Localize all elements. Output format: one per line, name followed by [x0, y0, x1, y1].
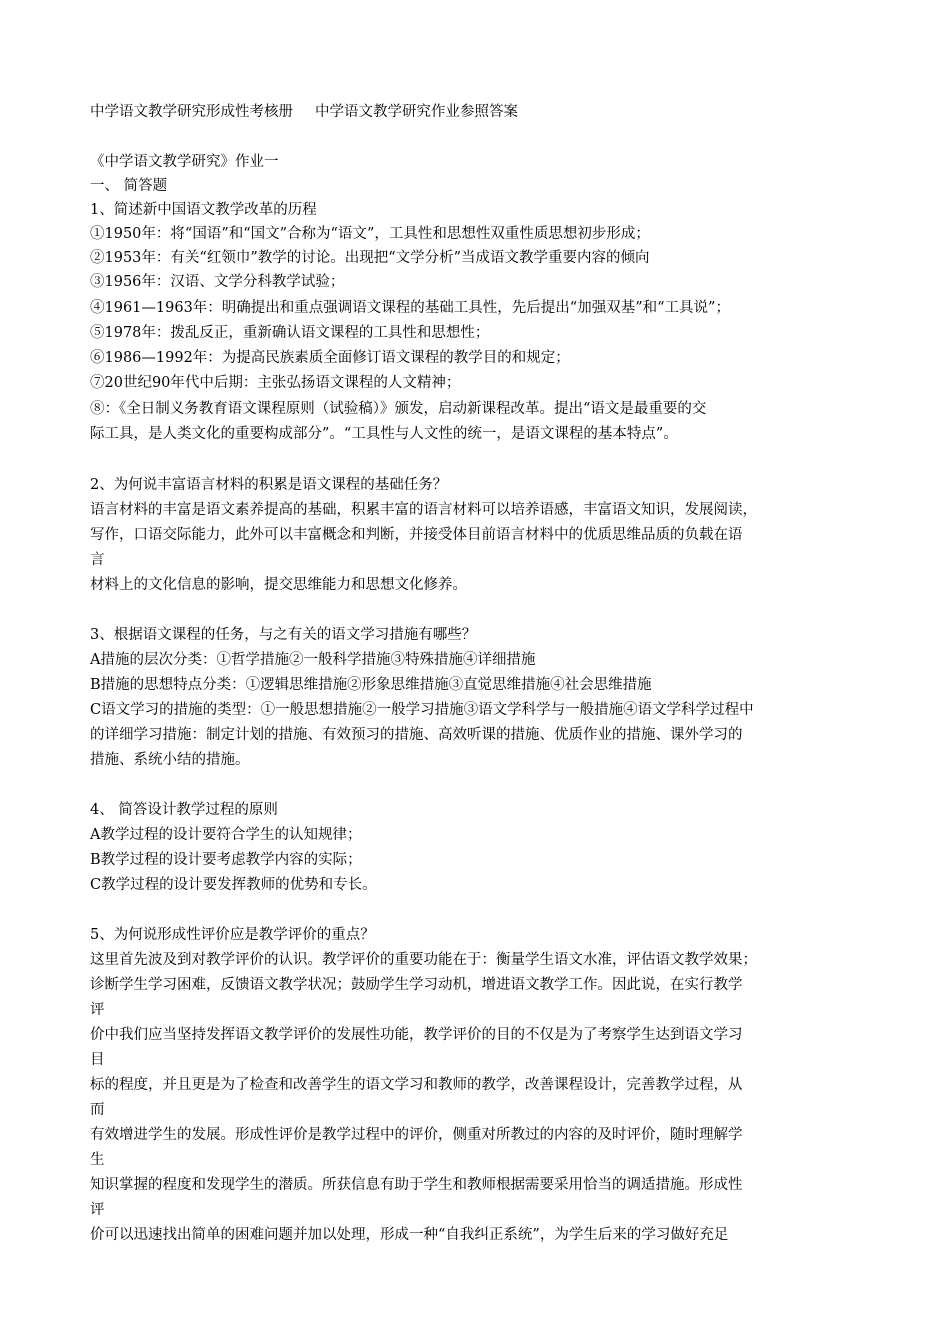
- q1-line: 际工具，是人类文化的重要构成部分”。“工具性与人文性的统一，是语文课程的基本特点”。: [90, 426, 678, 442]
- q2-line: 语言材料的丰富是语文素养提高的基础，积累丰富的语言材料可以培养语感，丰富语文知识，发展阅读，: [90, 502, 757, 518]
- q2-line: 材料上的文化信息的影响，提交思维能力和思想文化修养。: [90, 577, 467, 593]
- q5-title: 5、为何说形成性评价应是教学评价的重点？: [90, 927, 375, 943]
- q1-line: ⑧：《全日制义务教育语文课程原则（试验稿）》颁发，启动新课程改革。提出“语文是最重要的交: [90, 401, 707, 417]
- q5-line: 价可以迅速找出简单的困难问题并加以处理，形成一种“自我纠正系统”，为学生后来的学习做好充足: [90, 1227, 729, 1243]
- q5-line: 而: [90, 1102, 105, 1118]
- q1-line: ⑤1978年：拨乱反正，重新确认语文课程的工具性和思想性；: [90, 325, 490, 341]
- q5-line: 评: [90, 1202, 105, 1218]
- header-title-left: 中学语文教学研究形成性考核册: [90, 104, 293, 120]
- q3-line: C语文学习的措施的类型：①一般思想措施②一般学习措施③语文学科学与一般措施④语文学科学过程中: [90, 702, 754, 718]
- q1-line: ④1961—1963年：明确提出和重点强调语文课程的基础工具性，先后提出“加强双基”和“工具说”；: [90, 300, 730, 316]
- q5-line: 价中我们应当坚持发挥语文教学评价的发展性功能，教学评价的目的不仅是为了考察学生达到语文学习: [90, 1027, 743, 1043]
- q3-line: B措施的思想特点分类：①逻辑思维措施②形象思维措施③直觉思维措施④社会思维措施: [90, 677, 652, 693]
- q3-title: 3、根据语文课程的任务，与之有关的语文学习措施有哪些？: [90, 627, 477, 643]
- q4-line: A教学过程的设计要符合学生的认知规律；: [90, 827, 362, 843]
- q5-line: 有效增进学生的发展。形成性评价是教学过程中的评价，侧重对所教过的内容的及时评价，随时理解学: [90, 1127, 743, 1143]
- q1-line: ③1956年：汉语、文学分科教学试验；: [90, 274, 345, 290]
- q2-line: 言: [90, 552, 105, 568]
- q5-line: 诊断学生学习困难，反馈语文教学状况；鼓励学生学习动机，增进语文教学工作。因此说，在实行教学: [90, 977, 743, 993]
- q1-line: ②1953年：有关“红领巾”教学的讨论。出现把“文学分析”当成语文教学重要内容的倾向: [90, 250, 650, 266]
- q1-title: 1、简述新中国语文教学改革的历程: [90, 202, 317, 218]
- q1-line: ①1950年：将“国语”和“国文”合称为“语文”，工具性和思想性双重性质思想初步形成；: [90, 226, 650, 242]
- q5-line: 生: [90, 1152, 105, 1168]
- q2-line: 写作，口语交际能力，此外可以丰富概念和判断，并接受体目前语言材料中的优质思维品质的负载在语: [90, 527, 743, 543]
- q5-line: 目: [90, 1052, 105, 1068]
- section-title: 一、 简答题: [90, 178, 168, 194]
- q2-title: 2、为何说丰富语言材料的积累是语文课程的基础任务？: [90, 477, 448, 493]
- q3-line: 措施、系统小结的措施。: [90, 752, 250, 768]
- q4-line: B教学过程的设计要考虑教学内容的实际；: [90, 852, 362, 868]
- q1-line: ⑥1986—1992年：为提高民族素质全面修订语文课程的教学目的和规定；: [90, 350, 570, 366]
- q4-line: C教学过程的设计要发挥教师的优势和专长。: [90, 877, 377, 893]
- q3-line: 的详细学习措施：制定计划的措施、有效预习的措施、高效听课的措施、优质作业的措施、课外学习的: [90, 727, 743, 743]
- q5-line: 知识掌握的程度和发现学生的潜质。所获信息有助于学生和教师根据需要采用恰当的调适措施。形成性: [90, 1177, 743, 1193]
- q5-line: 标的程度，并且更是为了检查和改善学生的语文学习和教师的教学，改善课程设计，完善教学过程，从: [90, 1077, 743, 1093]
- document-header: [90, 100, 518, 124]
- q4-title: 4、 简答设计教学过程的原则: [90, 802, 278, 818]
- q5-line: 这里首先波及到对教学评价的认识。教学评价的重要功能在于：衡量学生语文水准，评估语文教学效果；: [90, 952, 757, 968]
- header-title-right: 中学语文教学研究作业参照答案: [315, 104, 518, 120]
- q5-line: 评: [90, 1002, 105, 1018]
- q1-line: ⑦20世纪90年代中后期：主张弘扬语文课程的人文精神；: [90, 375, 461, 391]
- assignment-title: 《中学语文教学研究》作业一: [90, 154, 279, 170]
- q3-line: A措施的层次分类：①哲学措施②一般科学措施③特殊措施④详细措施: [90, 652, 536, 668]
